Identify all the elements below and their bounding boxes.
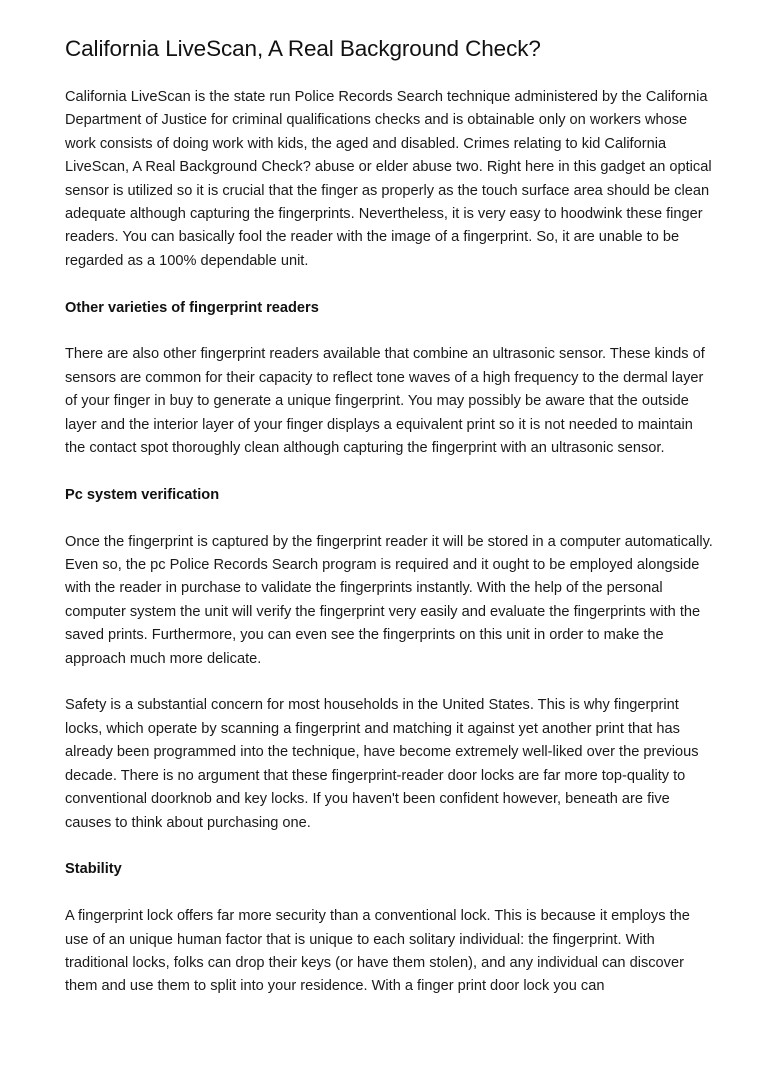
section-heading-other-readers: Other varieties of fingerprint readers xyxy=(65,299,319,316)
paragraph-computer-storage: Once the fingerprint is captured by the fingerprint reader it will be stored in a computer automatically. Even so, the pc Police Records Search program is required and it ought to be employed alongside with the reader in purchase to validate the fingerprints instantly. With the help of the personal computer system the unit will verify the fingerprint very easily and evaluate the fingerprints with the saved prints. Furthermore, you can even see the fingerprints on this unit in order to make the approach much more delicate. xyxy=(65,533,713,667)
paragraph-ultrasonic-readers: There are also other fingerprint readers available that combine an ultrasonic sensor. These kinds of sensors are common for their capacity to reflect tone waves of a high frequency to the dermal layer of your finger in buy to generate a unique fingerprint. You may possibly be aware that the outside layer and the interior layer of your finger displays a equivalent print so it is not needed to maintain the contact spot thoroughly clean although capturing the fingerprint with an ultrasonic sensor. xyxy=(65,346,705,457)
page-title: California LiveScan, A Real Background Check? xyxy=(65,36,541,61)
paragraph-stability: A fingerprint lock offers far more security than a conventional lock. This is because it employs the use of an unique human factor that is unique to each solitary individual: the fingerprint. With traditional locks, folks can drop their keys (or have them stolen), and any individual can discover them and use them to split into your residence. With a finger print door lock you can xyxy=(65,908,690,995)
paragraph-livescan-intro: California LiveScan is the state run Police Records Search technique administered by the California Department of Justice for criminal qualifications checks and is obtainable only on workers whose work consists of doing work with kids, the aged and disabled. Crimes relating to kid California LiveScan, A Real Background Check? abuse or elder abuse two. Right here in this gadget an optical sensor is utilized so it is crucial that the finger as properly as the touch surface area should be clean adequate although capturing the fingerprints. Nevertheless, it is very easy to hoodwink these finger readers. You can basically fool the reader with the image of a fingerprint. So, it are unable to be regarded as a 100% dependable unit. xyxy=(65,89,712,269)
document-page xyxy=(65,34,715,1022)
paragraph-safety-concern: Safety is a substantial concern for most households in the United States. This is why fingerprint locks, which operate by scanning a fingerprint and matching it against yet another print that has already been programmed into the technique, have become extremely well-liked over the previous decade. There is no argument that these fingerprint-reader door locks are far more top-quality to conventional doorknob and key locks. If you haven't been confident however, beneath are five causes to think about purchasing one. xyxy=(65,697,699,831)
section-heading-stability: Stability xyxy=(65,861,122,878)
section-heading-pc-verification: Pc system verification xyxy=(65,486,220,503)
